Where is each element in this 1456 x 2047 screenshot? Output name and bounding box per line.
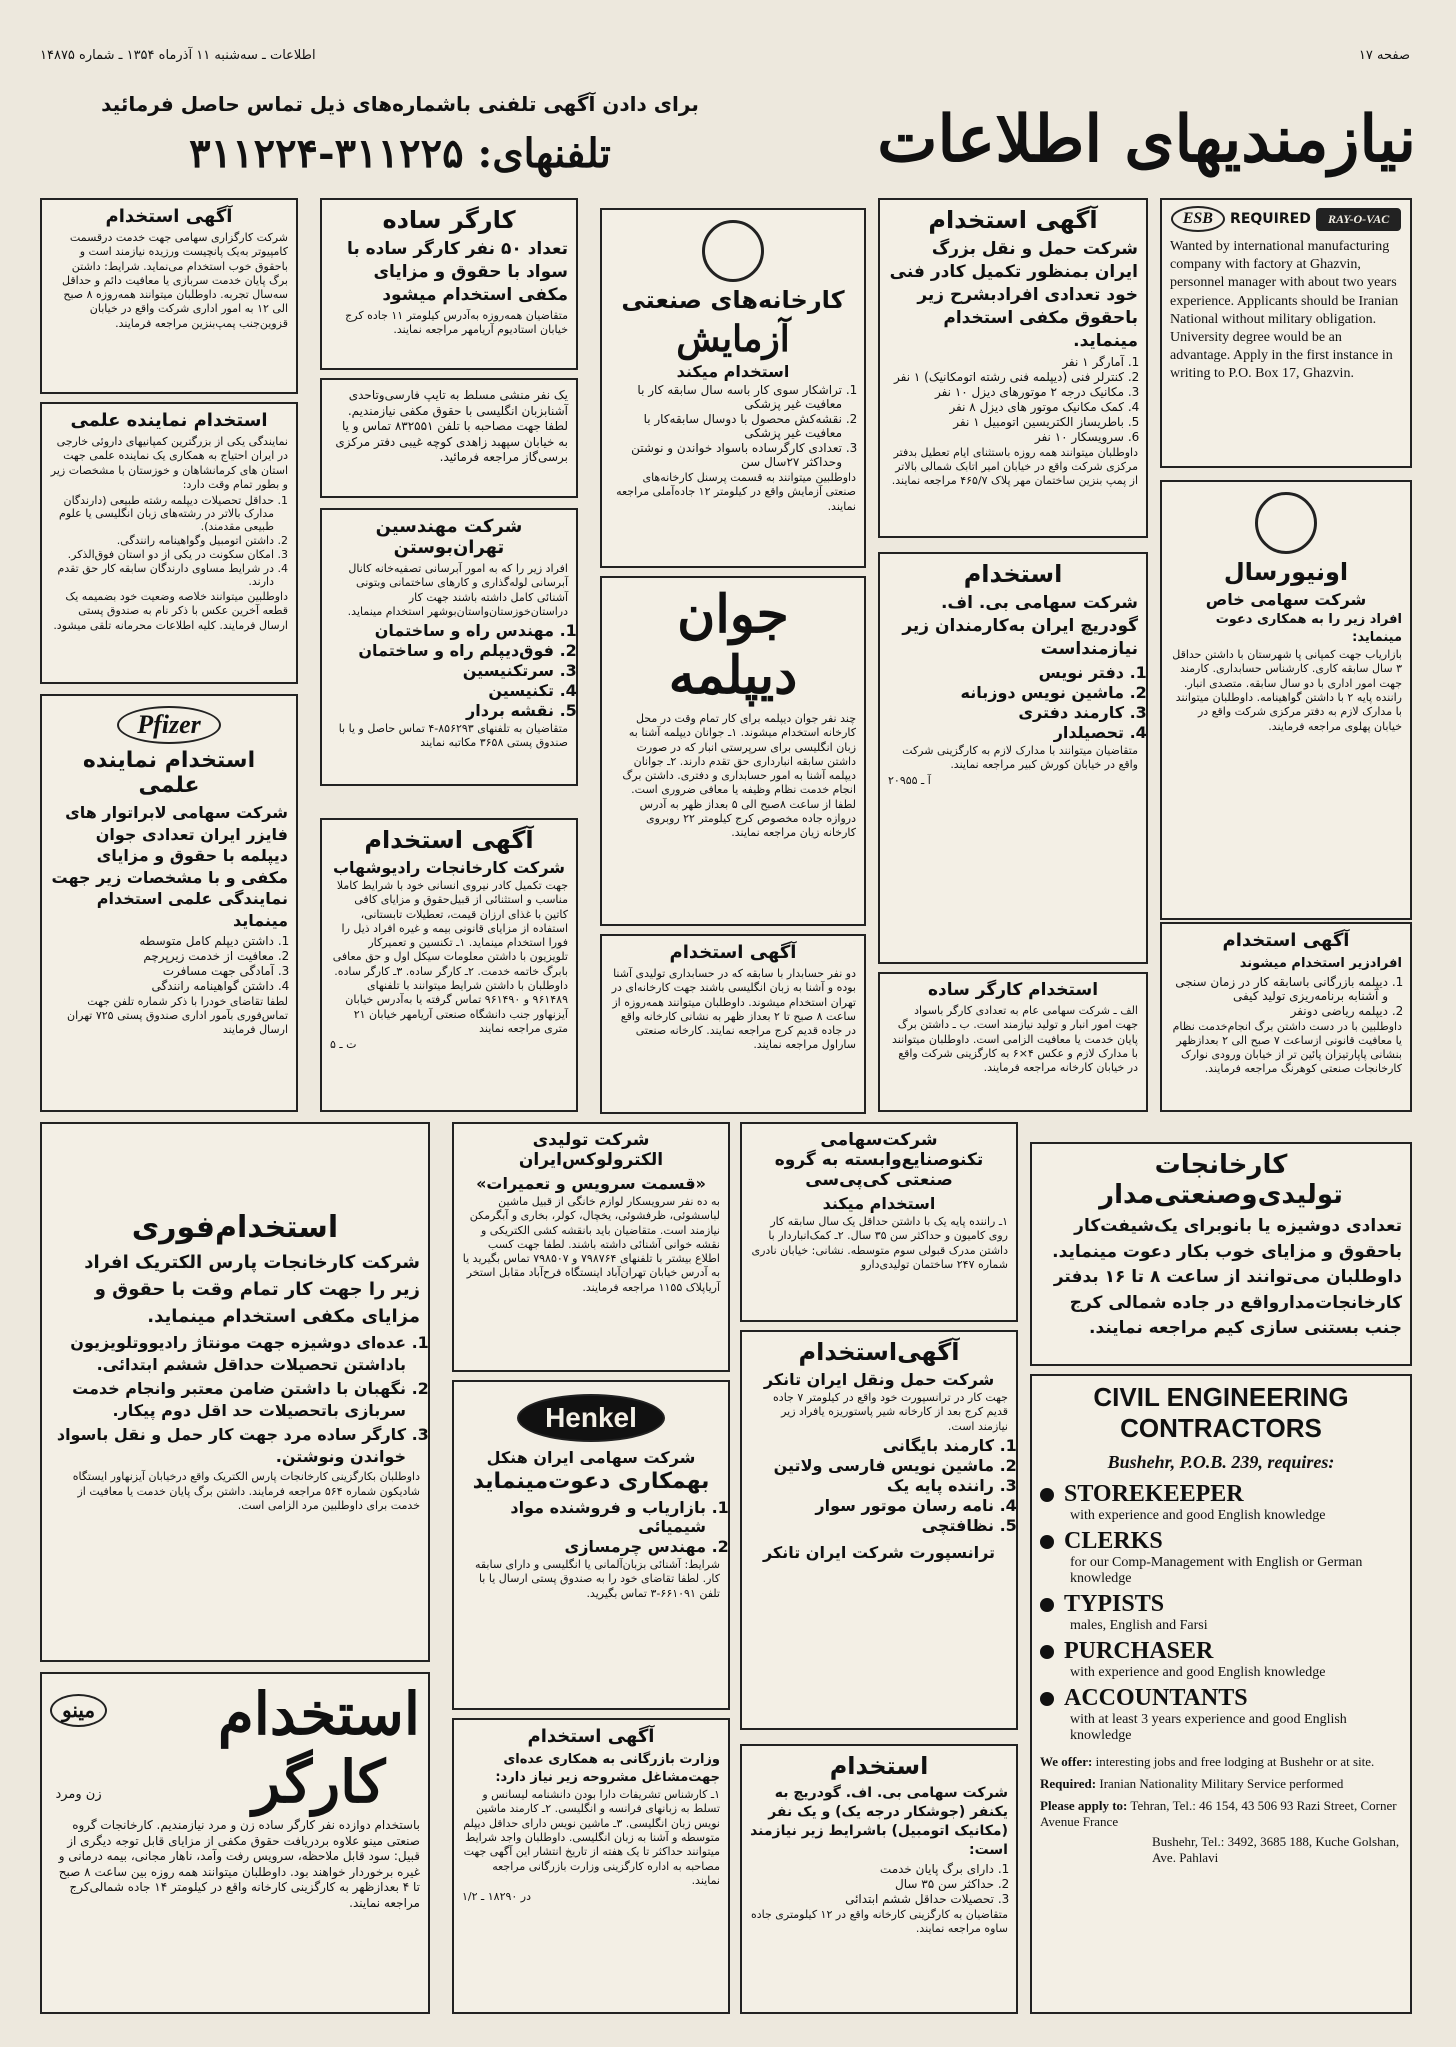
haml-footer: داوطلبان میتوانند همه روزه باستثنای ایام تعطیل بدفتر مرکزی شرکت واقع در خیابان امیر اتابک شمالی بالاتر از پمپ بنزین ساختمان مهر پلاک ۴۶۵/۷ مراجعه نمایند. xyxy=(891,445,1138,488)
sade2-body: الف ـ شرکت سهامی عام به تعدادی کارگر باسواد جهت امور انبار و تولید نیازمند است. ب ـ داشتن برگ پایان خدمت یا معافیت الزامی است. داوطلبان میتوانند با مدارک لازم و عکس ۴×۶ به کارگزینی شرکت واقع در خیابان کارخانه مراجعه فرمایند. xyxy=(892,1004,1138,1075)
list-item: 1. تراشکار سوی کار باسه سال سابقه کار با معافیت غیر پزشکی xyxy=(610,383,842,411)
mino-title: استخدام xyxy=(217,1680,420,1748)
sanati-title: کارخانه‌های صنعتی xyxy=(621,286,845,314)
list-item: 2. نگهبان با داشتن ضامن معتبر وانجام خدمت سربازی باتحصیلات حد اقل دوم پیکار. xyxy=(50,1378,406,1423)
list-item: 5. نقشه بردار xyxy=(330,701,554,720)
civil-title: CIVIL ENGINEERING CONTRACTORS xyxy=(1093,1382,1349,1443)
list-item: 1. دفتر نویس xyxy=(888,663,1124,682)
techno-title: شرکت‌سهامی تکنوصنایع‌وابسته به گروه صنعتی کی‌پی‌سی xyxy=(774,1130,984,1190)
list-item: 1. آمارگر ۱ نفر xyxy=(888,355,1124,369)
ad-simple-worker-50 xyxy=(320,198,578,370)
sanati-hire: استخدام میکند xyxy=(676,362,790,381)
list-item: 1. بازاریاب و فروشنده مواد شیمیائی xyxy=(462,1498,706,1536)
civil-apply: Please apply to: Tehran, Tel.: 46 154, 43 506 93 Razi Street, Corner Avenue France xyxy=(1040,1798,1397,1829)
list-item: 1. حداقل تحصیلات دیپلمه رشته طبیعی (دارندگان مدارک بالاتر در رشته‌های زبان انگلیسی یا علوم طبیعی مقدمند). xyxy=(50,494,274,533)
science-rep-list xyxy=(50,494,288,588)
phone-note: برای دادن آگهی تلفنی باشماره‌های ذیل تماس حاصل فرمائید xyxy=(101,92,699,116)
henkel-subtitle: بهمکاری دعوت‌مینماید xyxy=(472,1469,710,1494)
radio-lead: شرکت کارخانجات رادیوشهاب xyxy=(332,858,566,877)
goodrich1-code: آ ـ ۲۰۹۵۵ xyxy=(888,774,931,788)
pars-lead: شرکت کارخانجات پارس الکتریک افراد زیر را جهت کار تمام وقت با حقوق و مزایای مکفی استخدام مینماید. xyxy=(84,1252,420,1327)
ad-brokerage xyxy=(40,198,298,394)
list-item: 2. داشتن اتومبیل وگواهینامه رانندگی. xyxy=(50,534,274,547)
accountant-title: آگهی استخدام xyxy=(669,942,797,963)
civil-offer: We offer: interesting jobs and free lodging at Bushehr or at site. xyxy=(1040,1754,1375,1769)
masthead: نیازمندیهای اطلاعات xyxy=(877,102,1416,177)
civil-position: ACCOUNTANTS xyxy=(1040,1685,1402,1712)
civil-position-desc: with experience and good English knowledge xyxy=(1070,1508,1326,1523)
sanati-subtitle: آزمایش xyxy=(676,318,790,360)
sade50-footer: متقاضیان همه‌روزه به‌آدرس کیلومتر ۱۱ جاده کرج خیابان استادیوم آریامهر مراجعه نمایند. xyxy=(345,308,568,337)
techno-body: ۱ـ راننده پایه یک با داشتن حداقل یک سال سابقه کار روی کامیون و حداکثر سن ۳۵ سال. ۲ـ کمک‌انباردار با داشتن مدرک قبولی سوم متوسطه. نشانی: خیابان نادری شماره ۲۴۷ ساختمان تولیدی‌دارو xyxy=(751,1215,1008,1271)
pars-list xyxy=(50,1332,420,1468)
civil-position: CLERKS xyxy=(1040,1528,1402,1555)
ministry-title: آگهی استخدام xyxy=(527,1726,655,1747)
ad-civil-engineering xyxy=(1030,1374,1412,2014)
factory-emblem-icon xyxy=(702,220,764,282)
list-item: 4. کمک مکانیک موتور های دیزل ۸ نفر xyxy=(888,400,1124,414)
mino-tag: زن ومرد xyxy=(55,1787,102,1802)
list-item: 2. معافیت از خدمت زیرپرچم xyxy=(50,949,274,963)
ad-engineers xyxy=(320,508,578,786)
civil-position: STOREKEEPER xyxy=(1040,1481,1402,1508)
brokerage-body: شرکت کارگزاری سهامی جهت خدمت درقسمت کامپیوتر به‌یک پانچیست ورزیده نیازمند است و باحقوق خوب استخدام می‌نماید. شرایط: داشتن برگ پایان خدمت سربازی یا معافیت دائم و حداقل سه‌سال تجربه. داوطلبان میتوانند همه‌روزه ۸ صبح الی ۱۲ به امور اداری شرکت واقع در خیابان قزوین‌جنب پمپ‌بنزین مراجعه فرمایند. xyxy=(62,231,288,330)
ad-radio-shahab xyxy=(320,818,578,1112)
universal-body: بازاریاب جهت کمپانی پا شهرستان با داشتن حداقل ۳ سال سابقه کاری. کارشناس حسابداری. کارمند جهت امور اداری با دو سال سابقه. متصدی انبار. راننده پایه ۲ با داشتن گواهینامه. داوطلبان میتوانند با مدارک لازم به دفتر مرکزی شرکت واقع در خیابان پهلوی مراجعه فرمایند. xyxy=(1172,648,1402,733)
science-rep-body: نمایندگی یکی از بزرگترین کمپانیهای داروئی خارجی در ایران احتیاج به همکاری یک نماینده علمی جهت استان های کرمانشاهان و خوزستان با مشخصات زیر و بطور تمام وقت دارد: xyxy=(50,435,288,491)
list-item: 2. دیپلمه ریاضی دونفر xyxy=(1170,1004,1388,1018)
ministry-lead: وزارت بازرگانی به همکاری عده‌ای جهت‌مشاغل مشروحه زیر نیاز دارد: xyxy=(495,1752,720,1785)
electrolux-body: به ده نفر سرویسکار لوازم خانگی از قبیل ماشین لباسشوئی، ظرفشوئی، یخچال، کولر، بخاری و آبگرمکن نیازمند است. متقاضیان باید بانقشه کشی الکتریکی و نقشه خوانی آشنائی داشته باشند. لطفا جهت کسب اطلاع بیشتر با تلفنهای ۷۹۸۷۶۴ و ۷۹۸۵۰۷ تماس بگیرید یا به آدرس خیابان تهران‌آباد اینستگاه فرح‌آباد مقابل استخر آریاپلاک ۱۱۵۵ مراجعه فرمایند. xyxy=(462,1195,720,1294)
list-item: 2. حداکثر سن ۳۵ سال xyxy=(750,1877,994,1891)
pfizer-footer: لطفا تقاضای خودرا با ذکر شماره تلفن جهت تماس‌فوری بآمور اداری صندوق پستی ۷۲۵ تهران ارسال فرمایند xyxy=(67,994,288,1037)
haml-lead: شرکت حمل و نقل بزرگ ایران بمنظور تکمیل کادر فنی خود تعدادی افرادبشرح زیر باحقوق مکفی استخدام مینماید. xyxy=(889,239,1138,351)
radio-title: آگهی استخدام xyxy=(364,826,534,854)
ad-science-rep xyxy=(40,402,298,684)
civil-required: Required: Iranian Nationality Military Service performed xyxy=(1040,1776,1344,1791)
list-item: 1. مهندس راه و ساختمان xyxy=(330,621,554,640)
haml-list xyxy=(888,355,1138,444)
list-item: 2. ماشین نویس فارسی ولاتین xyxy=(750,1456,994,1475)
mino-subtitle: کارگر xyxy=(252,1748,386,1816)
list-item: 2. فوق‌دیپلم راه و ساختمان xyxy=(330,641,554,660)
hire-right-lead: افرادزیر استخدام میشوند xyxy=(1239,956,1402,971)
ad-mino xyxy=(40,1672,430,2014)
ad-electrolux xyxy=(452,1122,730,1372)
list-item: 5. نظافتچی xyxy=(750,1516,994,1535)
bullet-icon xyxy=(1040,1535,1054,1549)
civil-position: TYPISTS xyxy=(1040,1591,1402,1618)
mino-body: باستخدام دوازده نفر کارگر ساده زن و مرد نیازمندیم. کارخانجات گروه صنعتی مینو علاوه بردریافت حقوق مکفی از مزایای قابل توجه دیگری از قبیل: سود قابل ملاحظه، سرویس رفت وآمد، ناهار مجانی، بیمه درمانی و غیره برخوردار خواهند بود. داوطلبان میتوانند همه روزه بین ساعت ۸ صبح تا ۴ بعدازظهر به کارگزینی کارخانه واقع در کیلومتر ۱۴ جاده شمالی‌کرج مراجعه نمایند. xyxy=(58,1818,420,1910)
electrolux-subtitle: «قسمت سرویس و تعمیرات» xyxy=(476,1174,706,1193)
ad-haml xyxy=(878,198,1148,538)
list-item: 4. در شرایط مساوی دارندگان سابقه کار حق تقدم دارند. xyxy=(50,562,274,588)
tanker-lead: شرکت حمل ونقل ایران تانکر xyxy=(763,1370,995,1389)
list-item: 3. آمادگی جهت مسافرت xyxy=(50,964,274,978)
list-item: 3. سرتکنیسین xyxy=(330,661,554,680)
universal-emblem-icon xyxy=(1255,492,1317,554)
accountant-body: دو نفر حسابدار با سابقه که در حسابداری تولیدی آشنا بوده و آشنا به زبان انگلیسی باشند جهت کارخانه‌ای در تهران استخدام میشوند. داوطلبان میتوانند همه‌روزه از ساعت ۸ صبح تا ۲ بعداز ظهر به نشانی کارخانه واقع در جاده قدیم کرج مراجعه نمایند. کارخانه صنعتی ساراول مراجعه نمایند. xyxy=(611,967,856,1052)
list-item: 3. تحصیلات حداقل ششم ابتدائی xyxy=(750,1892,994,1906)
radio-code: ت ـ ۵ xyxy=(330,1038,357,1052)
ad-esb xyxy=(1160,198,1412,468)
sanati-list xyxy=(610,383,856,469)
ad-pars-electric xyxy=(40,1122,430,1662)
phone-numbers: تلفنهای: ۳۱۱۲۲۵-۳۱۱۲۲۴ xyxy=(189,130,611,177)
list-item: 1. داشتن دیپلم کامل متوسطه xyxy=(50,934,274,948)
esb-body: Wanted by international manufacturing company with factory at Ghazvin, personnel manager with about two years experience. Applicants should be Iranian National without military obligation. University degree would be an advantage. Apply in the first instance in writing to P.O. Box 17, Ghazvin. xyxy=(1170,239,1399,382)
ad-goodrich-2 xyxy=(740,1744,1018,2014)
goodrich1-footer: متقاضیان میتوانند با مدارک لازم به کارگزینی شرکت واقع در خیابان کورش کبیر مراجعه نمایند. xyxy=(902,743,1138,772)
tanker-title: آگهی‌استخدام xyxy=(798,1338,960,1366)
henkel-footer: شرایط: آشنائی بزبان‌آلمانی یا انگلیسی و دارای سابقه کار. لطفا تقاضای خود را به صندوق پستی ارسال یا با تلفن ۶۶۱۰۹۱-۳ تماس بگیرید. xyxy=(474,1558,720,1600)
list-item: 1. دارای برگ پایان خدمت xyxy=(750,1862,994,1876)
list-item: 3. مکانیک درجه ۲ موتورهای دیزل ۱۰ نفر xyxy=(888,385,1124,399)
ad-simple-worker-2 xyxy=(878,972,1148,1112)
secretary-body: یک نفر منشی مسلط به تایپ فارسی‌وتاحدی آشنابزبان انگلیسی با حقوق مکفی نیازمندیم. لطفا جهت مصاحبه با تلفن ۸۳۲۵۵۱ تماس و یا به خیابان سپهبد زاهدی کوچه غیبی دفتر مرکزی برسی‌گاز مراجعه فرمائید. xyxy=(335,388,568,465)
goodrich2-list xyxy=(750,1862,1008,1906)
pfizer-list xyxy=(50,934,288,993)
sanati-footer: داوطلبین میتوانند به قسمت پرسنل کارخانه‌های صنعتی آزمایش واقع در کیلومتر ۱۲ جاده‌آملی مراجعه نمایند. xyxy=(616,471,856,513)
ad-iran-tanker xyxy=(740,1330,1018,1730)
ad-henkel xyxy=(452,1380,730,1710)
goodrich1-list xyxy=(888,663,1138,742)
haml-title: آگهی استخدام xyxy=(928,206,1098,234)
list-item: 5. باطریساز الکتریسین اتومبیل ۱ نفر xyxy=(888,415,1124,429)
science-rep-title: استخدام نماینده علمی xyxy=(70,410,268,431)
mino-logo: مینو xyxy=(50,1694,107,1727)
radio-body: جهت تکمیل کادر نیروی انسانی خود با شرایط کاملا مناسب و استثنائی از قبیل‌حقوق و مزایای کافی کاتین با غذای ارزان قیمت، تعطیلات تابستانی، استفاده از مزایای قانونی بیمه و غیره افراد ذیل را فورا استخدام مینماید. ۱ـ تکنسین و تعمیرکار تلویزیون با داشتن معلومات سیکل اول و حق معافی بابرگ خاتمه خدمت. ۲ـ کارگر ساده. ۳ـ کارگر ساده. داوطلبان با داشتن شرایط میتوانند با تلفنهای ۹۶۱۴۸۹ و ۹۶۱۴۹۰ تماس گرفته یا به‌آدرس خیابان آیزنهاور جنب دانشگاه صنعتی آریامهر خیابان ۲۱ متری مراجعه نمایند xyxy=(332,879,568,1035)
ad-javan-diploma xyxy=(600,576,866,926)
pfizer-lead: شرکت سهامی لابراتوار های فایزر ایران تعدادی جوان دیپلمه با حقوق و مزایای مکفی و با مشخصات زیر جهت نمایندگی علمی استخدام مینماید xyxy=(51,803,288,930)
list-item: 1. کارمند بایگانی xyxy=(750,1436,994,1455)
list-item: 6. سرویسکار ۱۰ نفر xyxy=(888,430,1124,444)
rayovac-logo: RAY-O-VAC xyxy=(1316,208,1401,231)
bullet-icon xyxy=(1040,1645,1054,1659)
techno-hire: استخدام میکند xyxy=(822,1194,936,1213)
javan-subtitle: دیپلمه xyxy=(668,645,798,706)
bullet-icon xyxy=(1040,1598,1054,1612)
list-item: 2. نقشه‌کش محصول با دوسال سابقه‌کار با معافیت غیر پزشکی xyxy=(610,412,842,440)
sade50-lead: تعداد ۵۰ نفر کارگر ساده با سواد با حقوق و مزایای مکفی استخدام میشود xyxy=(346,239,568,305)
top-strip xyxy=(40,48,1410,68)
engineers-footer: متقاضیان به تلفنهای ۸۵۶۲۹۳-۴ تماس حاصل و یا با صندوق پستی ۳۶۵۸ مکاتبه نمایند xyxy=(338,722,568,750)
civil-position-desc: males, English and Farsi xyxy=(1070,1618,1208,1633)
javan-body: چند نفر جوان دیپلمه برای کار تمام وقت در محل کارخانه استخدام میشوند. ۱ـ جوانان دیپلمه آشنا به زبان انگلیسی برای سرپرستی انبار که در صورت داشتن سابقه انبارداری حق تقدم دارند. ۲ـ جوانان دیپلمه آشنا به امور حسابداری و دفتری. داشتن برگ انجام خدمت نظام وظیفه یا معافی ضروری است. لطفا از ساعت ۸صبح الی ۵ بعداز ظهر به آدرس دروازه جاده مخصوص کرج کیلومتر ۲۲ روبروی کارخانه زیان مراجعه نمایند. xyxy=(622,712,856,840)
list-item: 3. تعدادی کارگرساده باسواد خواندن و نوشتن وحداکثر ۲۷سال سن xyxy=(610,441,842,469)
ad-commerce-ministry xyxy=(452,1718,730,2014)
bullet-icon xyxy=(1040,1488,1054,1502)
required-label: REQUIRED xyxy=(1230,211,1311,227)
pars-title: استخدام‌فوری xyxy=(131,1210,339,1245)
pars-footer: داوطلبان بکارگزینی کارخانجات پارس الکتریک واقع درخیابان آیزنهاور ایستگاه شادیکون شماره ۵۶۴ مراجعه فرمایند. داشتن برگ پایان خدمت یا معافیت از خدمت برای داوطلبین مرد الزامی است. xyxy=(72,1470,420,1512)
pfizer-title: استخدام نماینده علمی xyxy=(82,748,256,798)
universal-subtitle: شرکت سهامی خاص xyxy=(1205,590,1367,609)
list-item: 2. کنترلر فنی (دیپلمه فنی رشته اتومکانیک) ۱ نفر xyxy=(888,370,1124,384)
list-item: 4. داشتن گواهینامه رانندگی xyxy=(50,979,274,993)
ad-accountant xyxy=(600,934,866,1114)
hire-right-title: آگهی استخدام xyxy=(1222,930,1350,951)
goodrich2-lead: شرکت سهامی بی. اف. گودریچ به یکنفر (جوشکار درجه یک) و یک نفر (مکانیک اتومبیل) باشرایط زیر نیازمند است: xyxy=(750,1785,1008,1858)
ad-universal xyxy=(1160,480,1412,920)
goodrich1-title: استخدام xyxy=(963,560,1063,588)
list-item: 2. مهندس چرمسازی xyxy=(462,1537,706,1556)
list-item: 1. عده‌ای دوشیزه جهت مونتاژ رادیووتلویزیون باداشتن تحصیلات حداقل ششم ابتدائی. xyxy=(50,1332,406,1377)
list-item: 2. ماشین نویس دوزبانه xyxy=(888,683,1124,702)
goodrich1-lead: شرکت سهامی بی. اف. گودریچ ایران به‌کارمندان زیر نیازمنداست xyxy=(902,593,1138,659)
list-item: 4. تکنیسین xyxy=(330,681,554,700)
issue-line: اطلاعات ـ سه‌شنبه ۱۱ آذرماه ۱۳۵۴ ـ شماره ۱۴۸۷۵ xyxy=(40,48,316,63)
tanker-list xyxy=(750,1436,1008,1535)
civil-apply-bushehr: Bushehr, Tel.: 3492, 3685 188, Kuche Golshan, Ave. Pahlavi xyxy=(1152,1834,1400,1865)
hire-right-footer: داوطلبین با در دست داشتن برگ انجام‌خدمت نظام یا معافیت قانونی ازساعت ۷ صبح الی ۲ بعدازظهر بنشانی پاپارتیزان پائین تر از خیابان ورودی نوارک کارخانجات صنعتی کوهرنگ مراجعه فرمایند. xyxy=(1172,1019,1402,1076)
madar-title: کارخانجات تولیدی‌وصنعتی‌مدار xyxy=(1099,1150,1343,1210)
civil-position: PURCHASER xyxy=(1040,1638,1402,1665)
tanker-footer: ترانسپورت شرکت ایران تانکر xyxy=(762,1542,996,1562)
esb-logo: ESB xyxy=(1171,206,1225,232)
sade50-title: کارگر ساده xyxy=(382,206,516,234)
javan-title: جوان xyxy=(677,584,789,645)
madar-body: تعدادی دوشیزه یا بانوبرای یک‌شیفت‌کار باحقوق و مزایای خوب بکار دعوت مینماید. داوطلبان می‌توانند از ساعت ۸ تا ۱۶ بدفتر کارخانجات‌مدارواقع در جاده شمالی کرج جنب بستنی سازی کیم مراجعه نمایند. xyxy=(1052,1216,1402,1338)
pfizer-logo: Pfizer xyxy=(117,706,221,744)
ad-madar xyxy=(1030,1142,1412,1366)
civil-address: Bushehr, P.O.B. 239, requires: xyxy=(1107,1452,1335,1472)
ad-pfizer xyxy=(40,694,298,1112)
tanker-body: جهت کار در ترانسپورت خود واقع در کیلومتر ۷ جاده قدیم کرج بعد از کارخانه شیر پاستوریزه یافراد زیر نیازمند است. xyxy=(773,1391,1008,1433)
engineers-lead: افراد زیر را که به امور آبرسانی تصفیه‌خانه کانال آبرسانی لوله‌گذاری و کارهای ساختمانی وبتونی آشنائی کامل داشته باشند جهت کار دراستان‌خوزستان‌واستان‌بوشهر استخدام مینماید. xyxy=(347,562,568,618)
ad-sanati xyxy=(600,208,866,568)
science-rep-footer: داوطلبین میتوانند خلاصه وضعیت خود بضمیمه یک قطعه آخرین عکس با ذکر نام به صندوق پستی ارسال فرمایند. کلیه اطلاعات محرمانه تلقی میشود. xyxy=(53,590,288,632)
ministry-code: در ۱۸۲۹۰ ـ ۱/۲ xyxy=(462,1890,532,1904)
universal-title: اونیورسال xyxy=(1223,558,1349,586)
goodrich2-title: استخدام xyxy=(829,1752,929,1780)
list-item: 4. نامه رسان موتور سوار xyxy=(750,1496,994,1515)
electrolux-title: شرکت تولیدی الکترولوکس‌ایران xyxy=(518,1130,664,1170)
ad-secretary xyxy=(320,378,578,498)
list-item: 3. راننده پایه یک xyxy=(750,1476,994,1495)
ministry-body: ۱ـ کارشناس تشریفات دارا بودن دانشنامه لیسانس و تسلط به زبانهای فرانسه و انگلیسی. ۲ـ کارمند ماشین نویس زبان انگلیسی. ۳ـ ماشین نویس دارای حداقل دیپلم متوسطه و آشنا به زبان انگلیسی. داوطلبان واجد شرایط میتوانند حداکثر تا یک هفته از تاریخ انتشار این آگهی جهت مصاحبه به اداره کارگزینی وزارت بازرگانی مراجعه نمایند. xyxy=(463,1788,720,1887)
ad-hire-right xyxy=(1160,922,1412,1112)
brokerage-title: آگهی استخدام xyxy=(105,206,233,227)
henkel-list xyxy=(462,1498,720,1556)
bullet-icon xyxy=(1040,1692,1054,1706)
engineers-list xyxy=(330,621,568,720)
list-item: 4. تحصیلدار xyxy=(888,723,1124,742)
engineers-title: شرکت مهندسین تهران‌بوستن xyxy=(375,516,523,558)
list-item: 3. امکان سکونت در یکی از دو استان فوق‌الذکر. xyxy=(50,548,274,561)
hire-right-list xyxy=(1170,975,1402,1018)
henkel-logo: Henkel xyxy=(517,1394,665,1442)
ad-goodrich-1 xyxy=(878,552,1148,964)
sade2-title: استخدام کارگر ساده xyxy=(927,980,1099,1000)
universal-lead: افراد زیر را به همکاری دعوت مینماید: xyxy=(1215,612,1402,645)
list-item: 1. دیپلمه بازرگانی باسابقه کار در زمان سنجی و آشنابه برنامه‌ریزی تولید کیفی xyxy=(1170,975,1388,1003)
civil-position-desc: for our Comp-Management with English or German knowledge xyxy=(1070,1555,1363,1586)
goodrich2-footer: متقاضیان به کارگزینی کارخانه واقع در ۱۲ کیلومتری جاده ساوه مراجعه نمایند. xyxy=(750,1907,1008,1935)
henkel-title: شرکت سهامی ایران هنکل xyxy=(486,1448,696,1467)
list-item: 3. کارگر ساده مرد جهت کار حمل و نقل باسواد خواندن ونوشتن. xyxy=(50,1424,406,1469)
ad-techno xyxy=(740,1122,1018,1322)
civil-position-desc: with experience and good English knowledge xyxy=(1070,1665,1326,1680)
page-number: صفحه ۱۷ xyxy=(1358,48,1410,63)
civil-position-desc: with at least 3 years experience and good English knowledge xyxy=(1070,1712,1347,1743)
list-item: 3. کارمند دفتری xyxy=(888,703,1124,722)
